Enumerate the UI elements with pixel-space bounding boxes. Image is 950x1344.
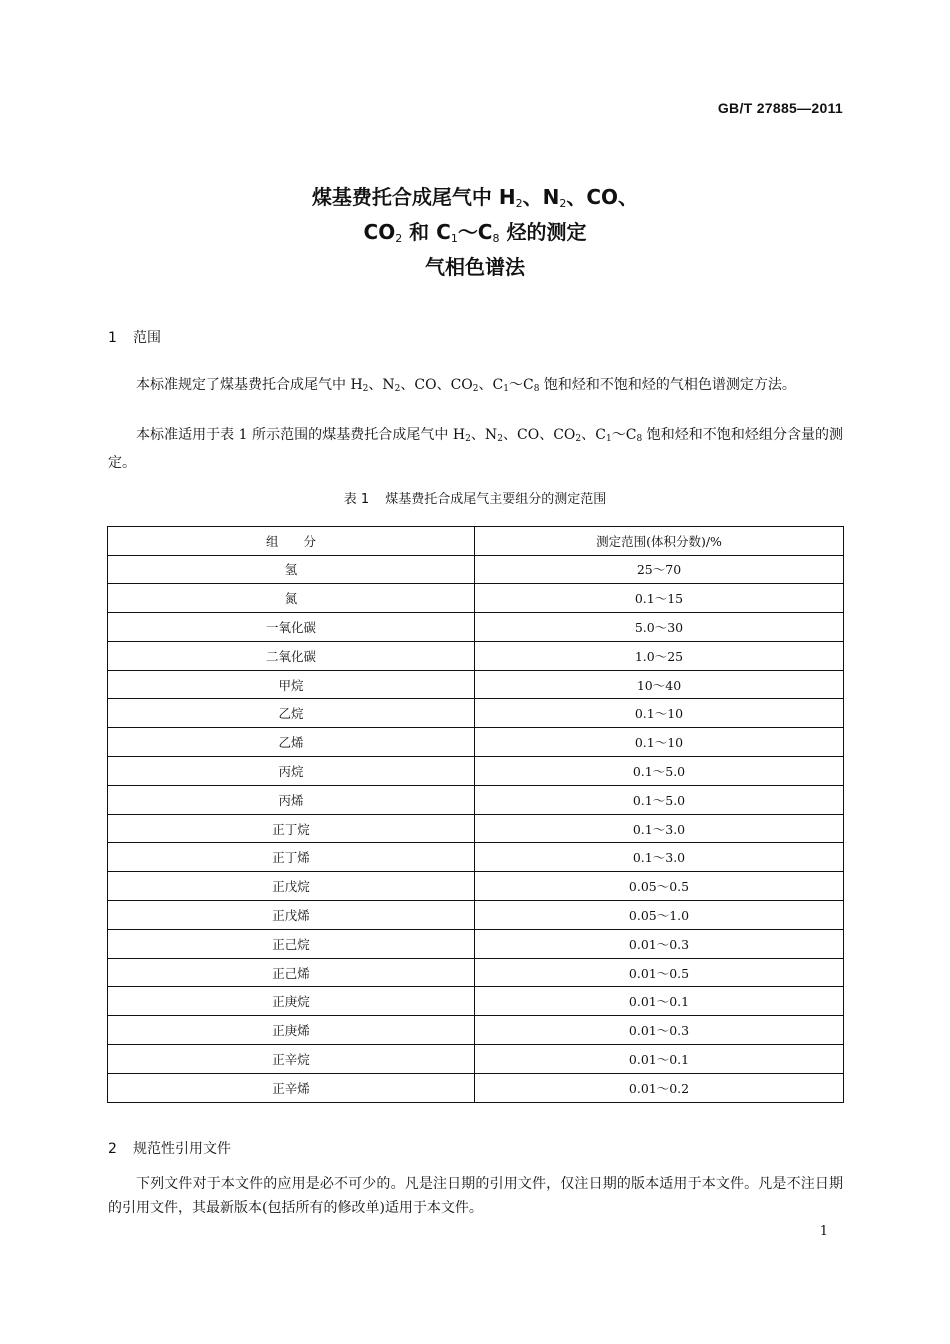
table-row	[108, 814, 844, 843]
component-cell: 正庚烷	[108, 987, 475, 1016]
component-cell: 氢	[108, 555, 475, 584]
table-row	[108, 929, 844, 958]
table-row	[108, 613, 844, 642]
component-cell: 正戊烯	[108, 901, 475, 930]
table-caption: 表 1 煤基费托合成尾气主要组分的测定范围	[343, 492, 607, 507]
component-cell: 氮	[108, 584, 475, 613]
component-cell: 二氧化碳	[108, 641, 475, 670]
table-header-row	[108, 527, 844, 556]
component-cell: 正戊烷	[108, 872, 475, 901]
component-cell: 乙烷	[108, 699, 475, 728]
table-row	[108, 641, 844, 670]
section-2-heading: 2 规范性引用文件	[108, 1141, 231, 1157]
table-row	[108, 670, 844, 699]
page-number: 1	[819, 1224, 828, 1239]
component-cell: 正丁烯	[108, 843, 475, 872]
table-row	[108, 901, 844, 930]
document-title-line-1: 煤基费托合成尾气中 $H_2$、$N_2$、CO、	[311, 185, 639, 210]
component-cell: 正丁烷	[108, 814, 475, 843]
section-1-heading: 1 范围	[108, 330, 161, 346]
range-cell: 0.1～15	[475, 584, 844, 613]
component-cell: 丙烷	[108, 757, 475, 786]
range-cell: 0.1～5.0	[475, 757, 844, 786]
range-cell: 0.1～5.0	[475, 785, 844, 814]
range-cell: 10～40	[475, 670, 844, 699]
column-header-component: 组 分	[108, 527, 475, 556]
range-cell: 0.1～10	[475, 699, 844, 728]
component-cell: 丙烯	[108, 785, 475, 814]
table-row	[108, 1073, 844, 1102]
component-cell: 一氧化碳	[108, 613, 475, 642]
section-2-paragraph-1: 下列文件对于本文件的应用是必不可少的。凡是注日期的引用文件，仅注日期的版本适用于本文件。凡是不注日期的引用文件，其最新版本(包括所有的修改单)适用于本文件。	[108, 1176, 843, 1216]
table-row	[108, 1045, 844, 1074]
table-row	[108, 699, 844, 728]
table-row	[108, 843, 844, 872]
range-cell: 0.01～0.3	[475, 1016, 844, 1045]
section-1-paragraph-1: 本标准规定了煤基费托合成尾气中 $H_2$、$N_2$、CO、$CO_2$、$C_1\sim C_8$ 饱和烃和不饱和烃的气相色谱测定方法。	[136, 377, 796, 394]
component-cell: 正庚烯	[108, 1016, 475, 1045]
table-row	[108, 584, 844, 613]
range-cell: 0.01～0.5	[475, 958, 844, 987]
measurement-range-table	[107, 526, 844, 1103]
component-cell: 正辛烯	[108, 1073, 475, 1102]
table-row	[108, 555, 844, 584]
document-title-line-2: $CO_2$ 和 $C_1\sim C_8$ 烃的测定	[363, 220, 587, 245]
range-cell: 0.1～3.0	[475, 814, 844, 843]
range-cell: 0.01～0.3	[475, 929, 844, 958]
range-cell: 0.01～0.2	[475, 1073, 844, 1102]
table-row	[108, 958, 844, 987]
table-row	[108, 728, 844, 757]
component-cell: 甲烷	[108, 670, 475, 699]
range-cell: 5.0～30	[475, 613, 844, 642]
range-cell: 25～70	[475, 555, 844, 584]
range-cell: 0.05～1.0	[475, 901, 844, 930]
range-cell: 0.01～0.1	[475, 987, 844, 1016]
component-cell: 乙烯	[108, 728, 475, 757]
table-row	[108, 785, 844, 814]
table-row	[108, 987, 844, 1016]
range-cell: 0.1～10	[475, 728, 844, 757]
range-cell: 0.01～0.1	[475, 1045, 844, 1074]
column-header-range: 测定范围(体积分数)/%	[475, 527, 844, 556]
range-cell: 0.05～0.5	[475, 872, 844, 901]
component-cell: 正己烷	[108, 929, 475, 958]
component-cell: 正己烯	[108, 958, 475, 987]
range-cell: 1.0～25	[475, 641, 844, 670]
component-cell: 正辛烷	[108, 1045, 475, 1074]
table-row	[108, 1016, 844, 1045]
section-1-paragraph-2: 本标准适用于表 1 所示范围的煤基费托合成尾气中 $H_2$、$N_2$、CO、$CO_2$、$C_1\sim C_8$ 饱和烃和不饱和烃组分含量的测定。	[108, 427, 844, 471]
table-row	[108, 757, 844, 786]
document-title-line-3: 气相色谱法	[425, 255, 525, 279]
range-cell: 0.1～3.0	[475, 843, 844, 872]
table-row	[108, 872, 844, 901]
standard-number: GB/T 27885—2011	[717, 100, 843, 116]
